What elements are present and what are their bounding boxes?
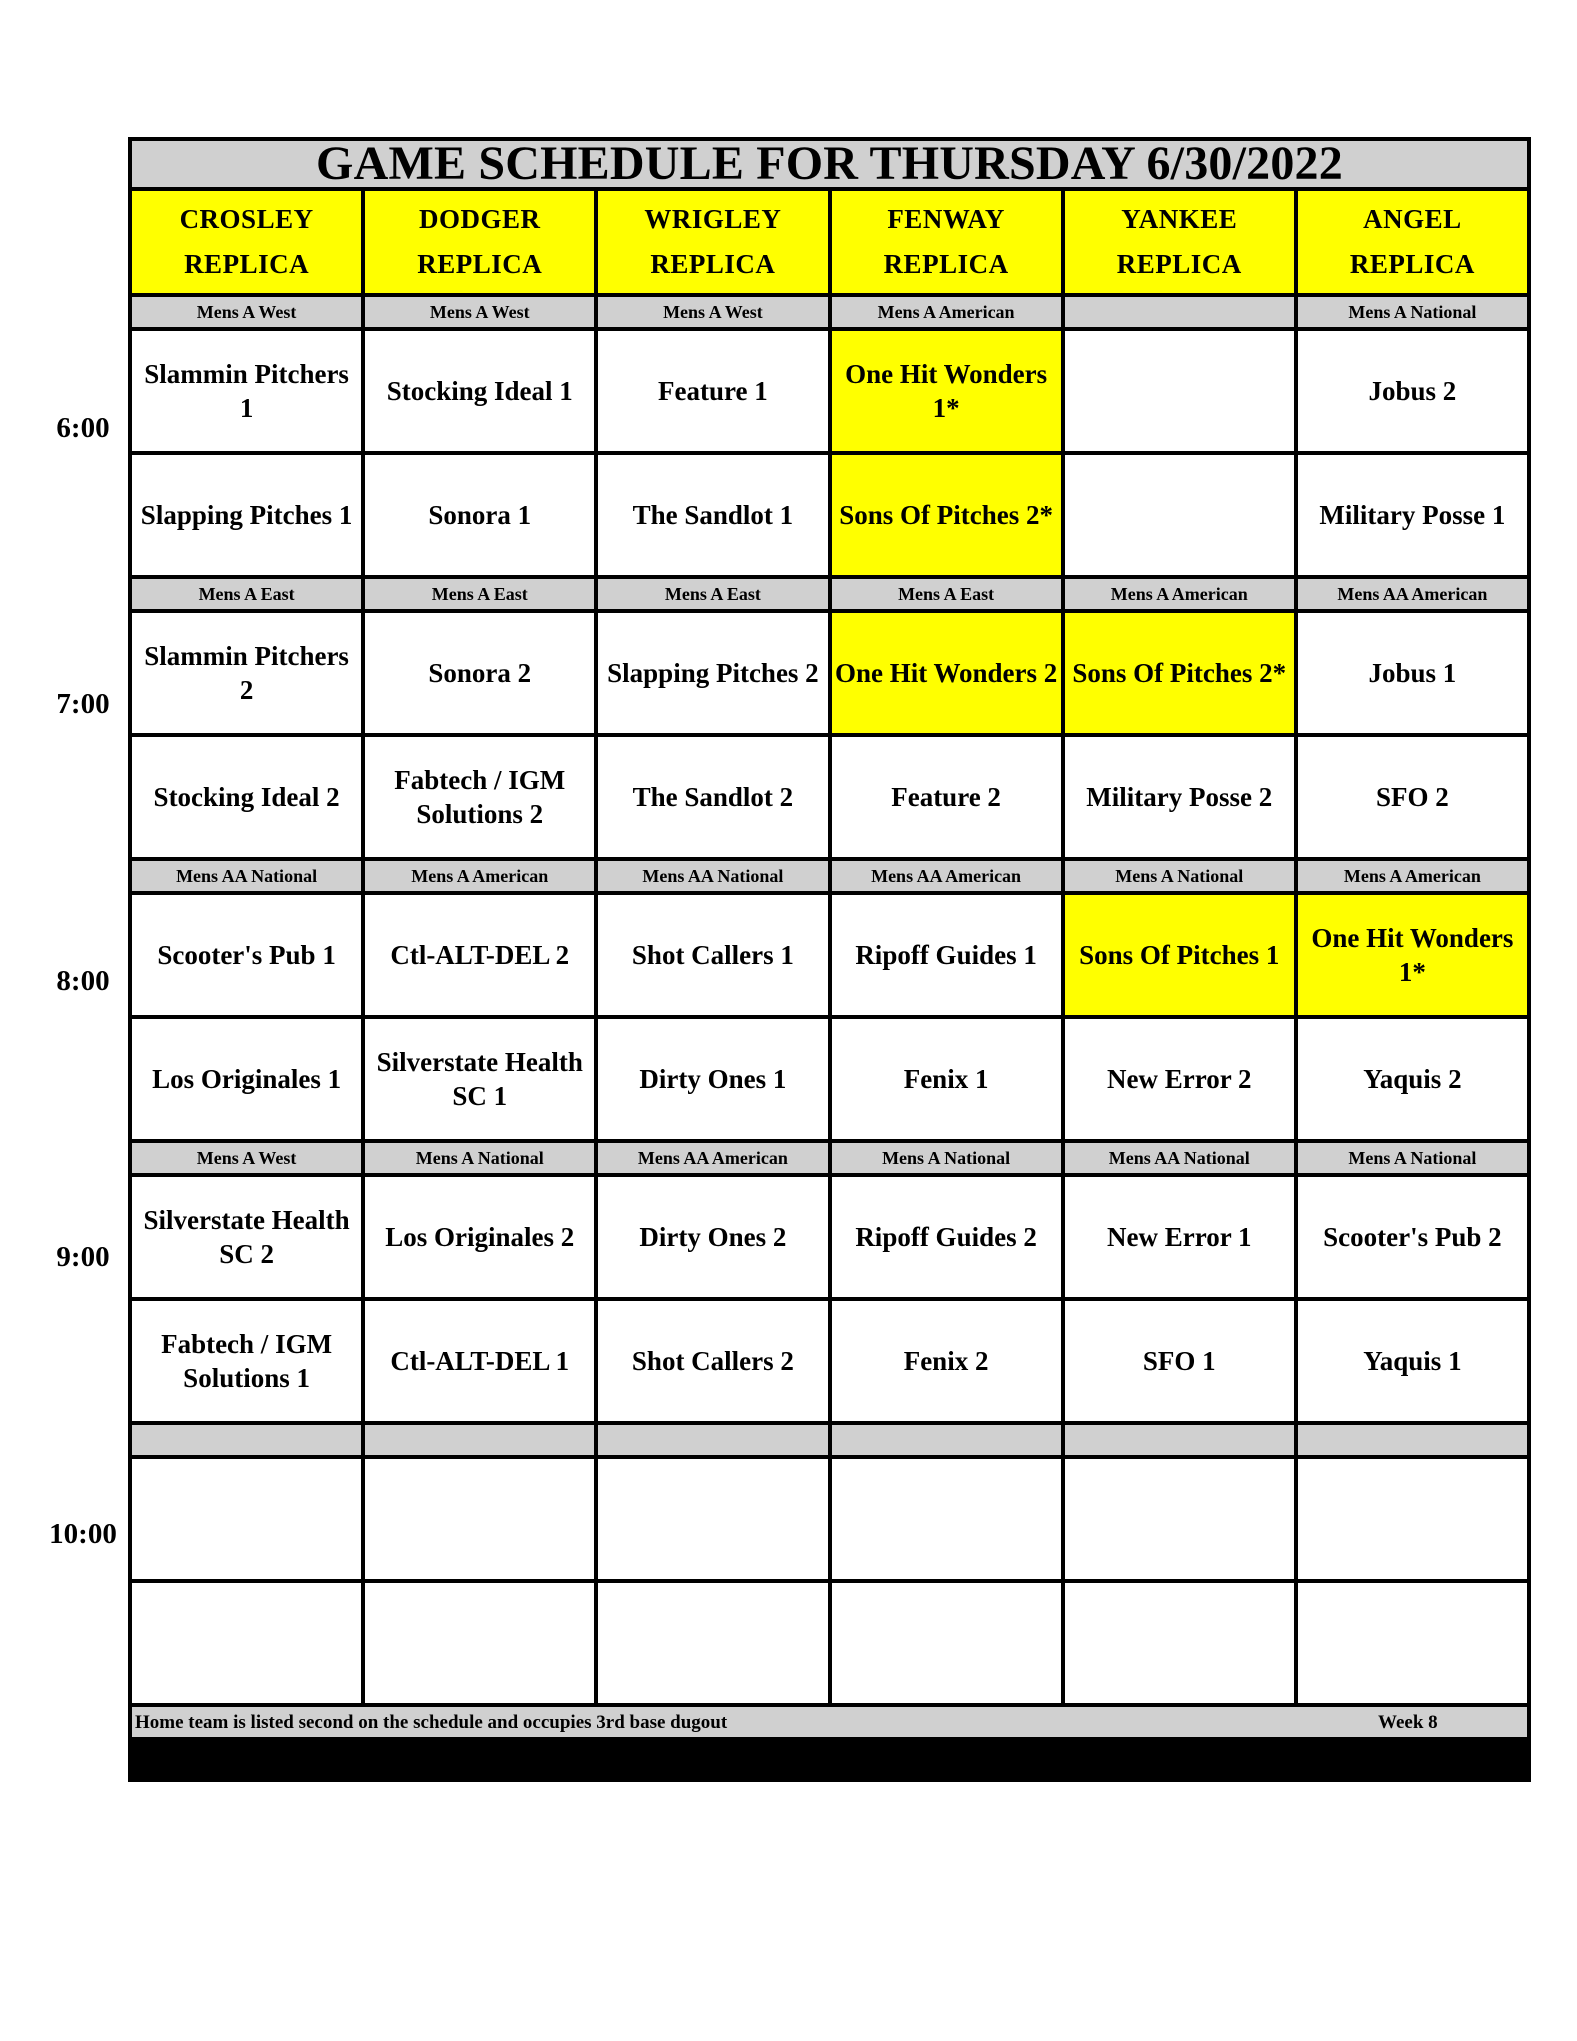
field-header [598,191,827,293]
field-name: CROSLEY [179,204,314,235]
empty-cell [1065,455,1294,575]
away-team: Feature 1 [598,331,827,451]
home-team: Fenix 2 [832,1301,1061,1421]
division-label: Mens A West [132,297,361,327]
empty-cell [1065,1583,1294,1703]
away-team: Stocking Ideal 1 [365,331,594,451]
division-label: Mens AA American [832,861,1061,891]
away-team: Slapping Pitches 2 [598,613,827,733]
home-team: Feature 2 [832,737,1061,857]
away-team: Silverstate Health SC 2 [132,1177,361,1297]
footer-note: Home team is listed second on the schedule and occupies 3rd base dugout [135,1712,728,1733]
division-label: Mens A National [832,1143,1061,1173]
division-label [832,1425,1061,1455]
schedule-title: GAME SCHEDULE FOR THURSDAY 6/30/2022 [132,141,1527,187]
field-header [1298,191,1527,293]
empty-cell [365,1583,594,1703]
home-team: Military Posse 1 [1298,455,1527,575]
away-team: Scooter's Pub 1 [132,895,361,1015]
division-label: Mens A East [365,579,594,609]
away-team: Sons Of Pitches 1 [1065,895,1294,1015]
home-team: Stocking Ideal 2 [132,737,361,857]
time-label: 10:00 [49,1518,117,1550]
time-label: 9:00 [56,1241,110,1273]
away-team: One Hit Wonders 2 [832,613,1061,733]
empty-cell [1298,1459,1527,1579]
field-name: FENWAY [887,204,1005,235]
empty-cell [132,1583,361,1703]
away-team: Jobus 1 [1298,613,1527,733]
away-team: Jobus 2 [1298,331,1527,451]
home-team: Fenix 1 [832,1019,1061,1139]
field-header [132,191,361,293]
home-team: The Sandlot 2 [598,737,827,857]
field-subtitle: REPLICA [417,248,543,279]
away-team: Ripoff Guides 1 [832,895,1061,1015]
home-team: Dirty Ones 1 [598,1019,827,1139]
away-team: Sons Of Pitches 2* [1065,613,1294,733]
away-team: Scooter's Pub 2 [1298,1177,1527,1297]
empty-cell [1298,1583,1527,1703]
empty-cell [1065,331,1294,451]
field-subtitle: REPLICA [184,248,310,279]
home-team: Silverstate Health SC 1 [365,1019,594,1139]
field-name: WRIGLEY [644,204,782,235]
division-label [365,1425,594,1455]
home-team: Fabtech / IGM Solutions 1 [132,1301,361,1421]
home-team: Military Posse 2 [1065,737,1294,857]
home-team: SFO 1 [1065,1301,1294,1421]
division-label [1298,1425,1527,1455]
division-label: Mens A American [1298,861,1527,891]
field-subtitle: REPLICA [1116,248,1242,279]
empty-cell [1065,1459,1294,1579]
home-team: Fabtech / IGM Solutions 2 [365,737,594,857]
home-team: Shot Callers 2 [598,1301,827,1421]
empty-cell [832,1583,1061,1703]
home-team: Sons Of Pitches 2* [832,455,1061,575]
division-label: Mens AA American [1298,579,1527,609]
division-label [132,1425,361,1455]
field-name: ANGEL [1363,204,1462,235]
home-team: New Error 2 [1065,1019,1294,1139]
home-team: SFO 2 [1298,737,1527,857]
division-label: Mens A East [832,579,1061,609]
division-label [598,1425,827,1455]
division-label: Mens A West [598,297,827,327]
time-label: 8:00 [56,965,110,997]
field-subtitle: REPLICA [1349,248,1475,279]
empty-cell [598,1459,827,1579]
home-team: The Sandlot 1 [598,455,827,575]
footer-bar [132,1707,1527,1737]
field-name: DODGER [418,204,541,235]
division-label [1065,297,1294,327]
home-team: Yaquis 1 [1298,1301,1527,1421]
empty-cell [132,1459,361,1579]
home-team: Slapping Pitches 1 [132,455,361,575]
away-team: Los Originales 2 [365,1177,594,1297]
division-label: Mens A American [365,861,594,891]
division-label: Mens A West [132,1143,361,1173]
home-team: Yaquis 2 [1298,1019,1527,1139]
week-label: Week 8 [1378,1712,1438,1733]
division-label: Mens A East [132,579,361,609]
division-label: Mens A East [598,579,827,609]
away-team: Ripoff Guides 2 [832,1177,1061,1297]
schedule-table [128,137,1531,1782]
division-label: Mens A National [365,1143,594,1173]
division-label: Mens A National [1298,297,1527,327]
division-label: Mens AA National [1065,1143,1294,1173]
home-team: Sonora 1 [365,455,594,575]
time-label: 7:00 [56,688,110,720]
home-team: Ctl-ALT-DEL 1 [365,1301,594,1421]
division-label: Mens AA American [598,1143,827,1173]
field-header [832,191,1061,293]
division-label: Mens AA National [132,861,361,891]
away-team: Sonora 2 [365,613,594,733]
division-label: Mens A West [365,297,594,327]
division-label: Mens A American [832,297,1061,327]
away-team: One Hit Wonders 1* [1298,895,1527,1015]
away-team: Ctl-ALT-DEL 2 [365,895,594,1015]
field-header [1065,191,1294,293]
time-label: 6:00 [56,412,110,444]
away-team: Shot Callers 1 [598,895,827,1015]
empty-cell [598,1583,827,1703]
division-label: Mens A National [1065,861,1294,891]
away-team: Dirty Ones 2 [598,1177,827,1297]
division-label [1065,1425,1294,1455]
division-label: Mens A National [1298,1143,1527,1173]
away-team: One Hit Wonders 1* [832,331,1061,451]
away-team: New Error 1 [1065,1177,1294,1297]
away-team: Slammin Pitchers 1 [132,331,361,451]
away-team: Slammin Pitchers 2 [132,613,361,733]
field-header [365,191,594,293]
division-label: Mens A American [1065,579,1294,609]
empty-cell [365,1459,594,1579]
field-subtitle: REPLICA [883,248,1009,279]
home-team: Los Originales 1 [132,1019,361,1139]
field-name: YANKEE [1121,204,1238,235]
empty-cell [832,1459,1061,1579]
division-label: Mens AA National [598,861,827,891]
field-subtitle: REPLICA [650,248,776,279]
